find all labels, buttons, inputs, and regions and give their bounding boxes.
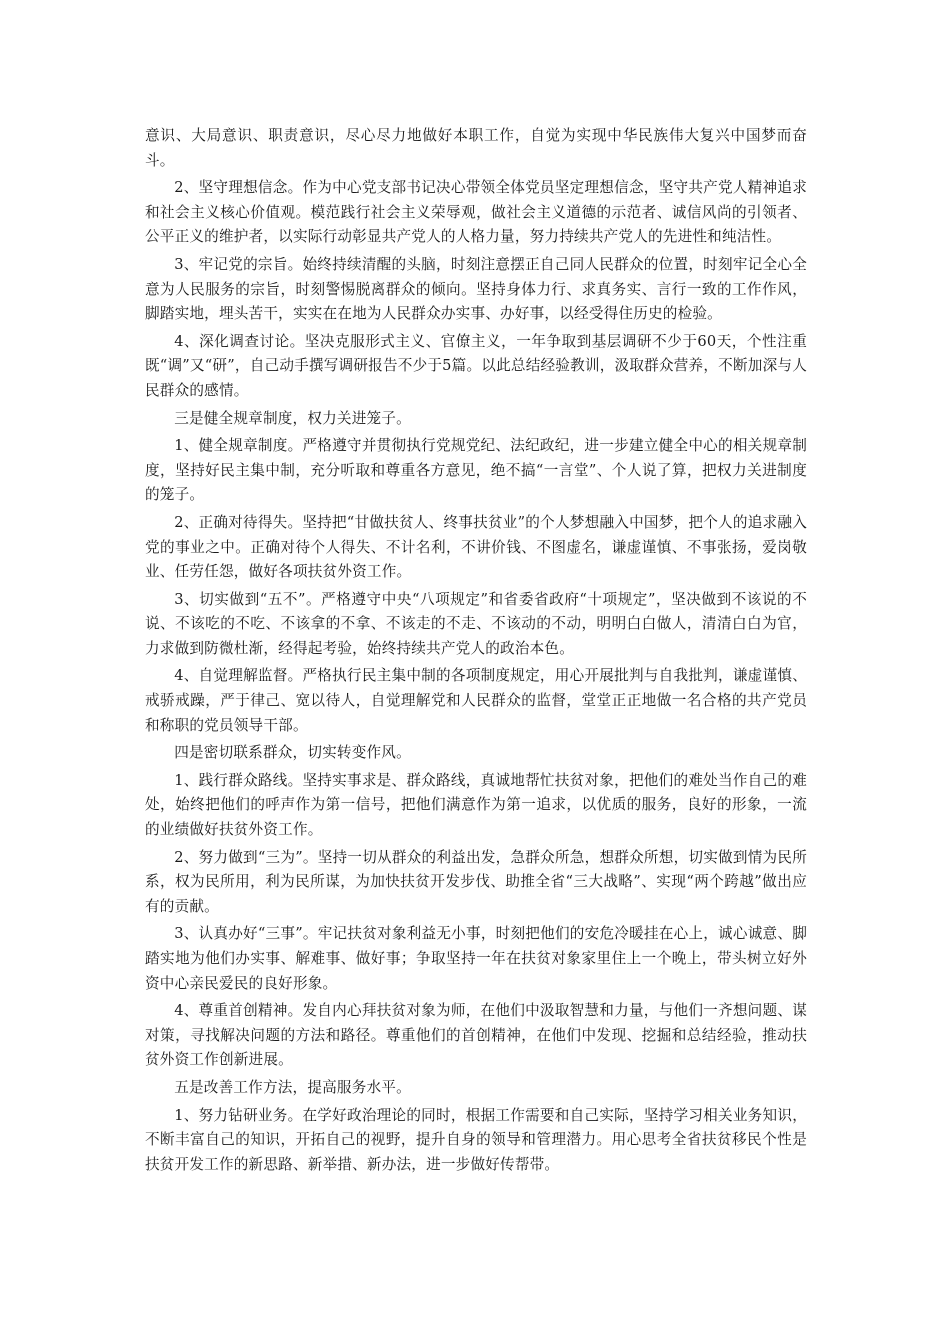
paragraph: 2、坚守理想信念。作为中心党支部书记决心带领全体党员坚定理想信念，坚守共产党人精神追求和社会主义核心价值观。模范践行社会主义荣辱观，做社会主义道德的示范者、诚信风尚的引领者、公平正义的维护者，以实际行动彰显共产党人的人格力量，努力持续共产党人的先进性和纯洁性。 — [145, 179, 807, 246]
paragraph: 1、践行群众路线。坚持实事求是、群众路线，真诚地帮忙扶贫对象，把他们的难处当作自己的难处，始终把他们的呼声作为第一信号，把他们满意作为第一追求，以优质的服务，良好的形象，一流的业绩做好扶贫外资工作。 — [145, 771, 807, 839]
paragraph: 4、尊重首创精神。发自内心拜扶贫对象为师，在他们中汲取智慧和力量，与他们一齐想问题、谋对策，寻找解决问题的方法和路径。尊重他们的首创精神，在他们中发现、挖掘和总结经验，推动扶贫外资工作创新进展。 — [145, 1002, 807, 1069]
document-body — [145, 124, 807, 1180]
section-heading: 三是健全规章制度，权力关进笼子。 — [174, 409, 411, 427]
paragraph: 1、努力钻研业务。在学好政治理论的同时，根据工作需要和自己实际，坚持学习相关业务知识，不断丰富自己的知识，开拓自己的视野，提升自身的领导和管理潜力。用心思考全省扶贫移民个性是扶贫开发工作的新思路、新举措、新办法，进一步做好传帮带。 — [145, 1106, 807, 1173]
section-heading: 四是密切联系群众，切实转变作风。 — [174, 744, 411, 762]
paragraph: 1、健全规章制度。严格遵守并贯彻执行党规党纪、法纪政纪，进一步建立健全中心的相关规章制度，坚持好民主集中制，充分听取和尊重各方意见，绝不搞“一言堂”、个人说了算，把权力关进制度的笼子。 — [145, 437, 807, 504]
paragraph: 3、牢记党的宗旨。始终持续清醒的头脑，时刻注意摆正自己同人民群众的位置，时刻牢记全心全意为人民服务的宗旨，时刻警惕脱离群众的倾向。坚持身体力行、求真务实、言行一致的工作作风，脚踏实地，埋头苦干，实实在在地为人民群众办实事、办好事，以经受得住历史的检验。 — [145, 255, 807, 323]
paragraph: 3、认真办好“三事”。牢记扶贫对象利益无小事，时刻把他们的安危冷暖挂在心上，诚心诚意、脚踏实地为他们办实事、解难事、做好事；争取坚持一年在扶贫对象家里住上一个晚上，带头树立好外资中心亲民爱民的良好形象。 — [145, 925, 807, 992]
paragraph: 4、自觉理解监督。严格执行民主集中制的各项制度规定，用心开展批判与自我批判，谦虚谨慎、戒骄戒躁，严于律己、宽以待人，自觉理解党和人民群众的监督，堂堂正正地做一名合格的共产党员和称职的党员领导干部。 — [145, 667, 807, 734]
paragraph: 4、深化调查讨论。坚决克服形式主义、官僚主义，一年争取到基层调研不少于60天，个性注重既“调”又“研”，自己动手撰写调研报告不少于5篇。以此总结经验教训，汲取群众营养，不断加深与人民群众的感情。 — [145, 332, 807, 399]
paragraph: 2、正确对待得失。坚持把“甘做扶贫人、终事扶贫业”的个人梦想融入中国梦，把个人的追求融入党的事业之中。正确对待个人得失、不计名利，不讲价钱、不图虚名，谦虚谨慎、不事张扬，爱岗敬业、任劳任怨，做好各项扶贫外资工作。 — [145, 513, 807, 581]
paragraph: 3、切实做到“五不”。严格遵守中央“八项规定”和省委省政府“十项规定”，坚决做到不该说的不说、不该吃的不吃、不该拿的不拿、不该走的不走、不该动的不动，明明白白做人，清清白白为官，力求做到防微杜渐，经得起考验，始终持续共产党人的政治本色。 — [145, 590, 807, 657]
section-heading: 五是改善工作方法，提高服务水平。 — [174, 1078, 411, 1096]
paragraph: 2、努力做到“三为”。坚持一切从群众的利益出发，急群众所急，想群众所想，切实做到情为民所系，权为民所用，利为民所谋，为加快扶贫开发步伐、助推全省“三大战略”、实现“两个跨越”做出应有的贡献。 — [145, 848, 807, 915]
paragraph: 意识、大局意识、职责意识，尽心尽力地做好本职工作，自觉为实现中华民族伟大复兴中国梦而奋斗。 — [145, 127, 807, 169]
